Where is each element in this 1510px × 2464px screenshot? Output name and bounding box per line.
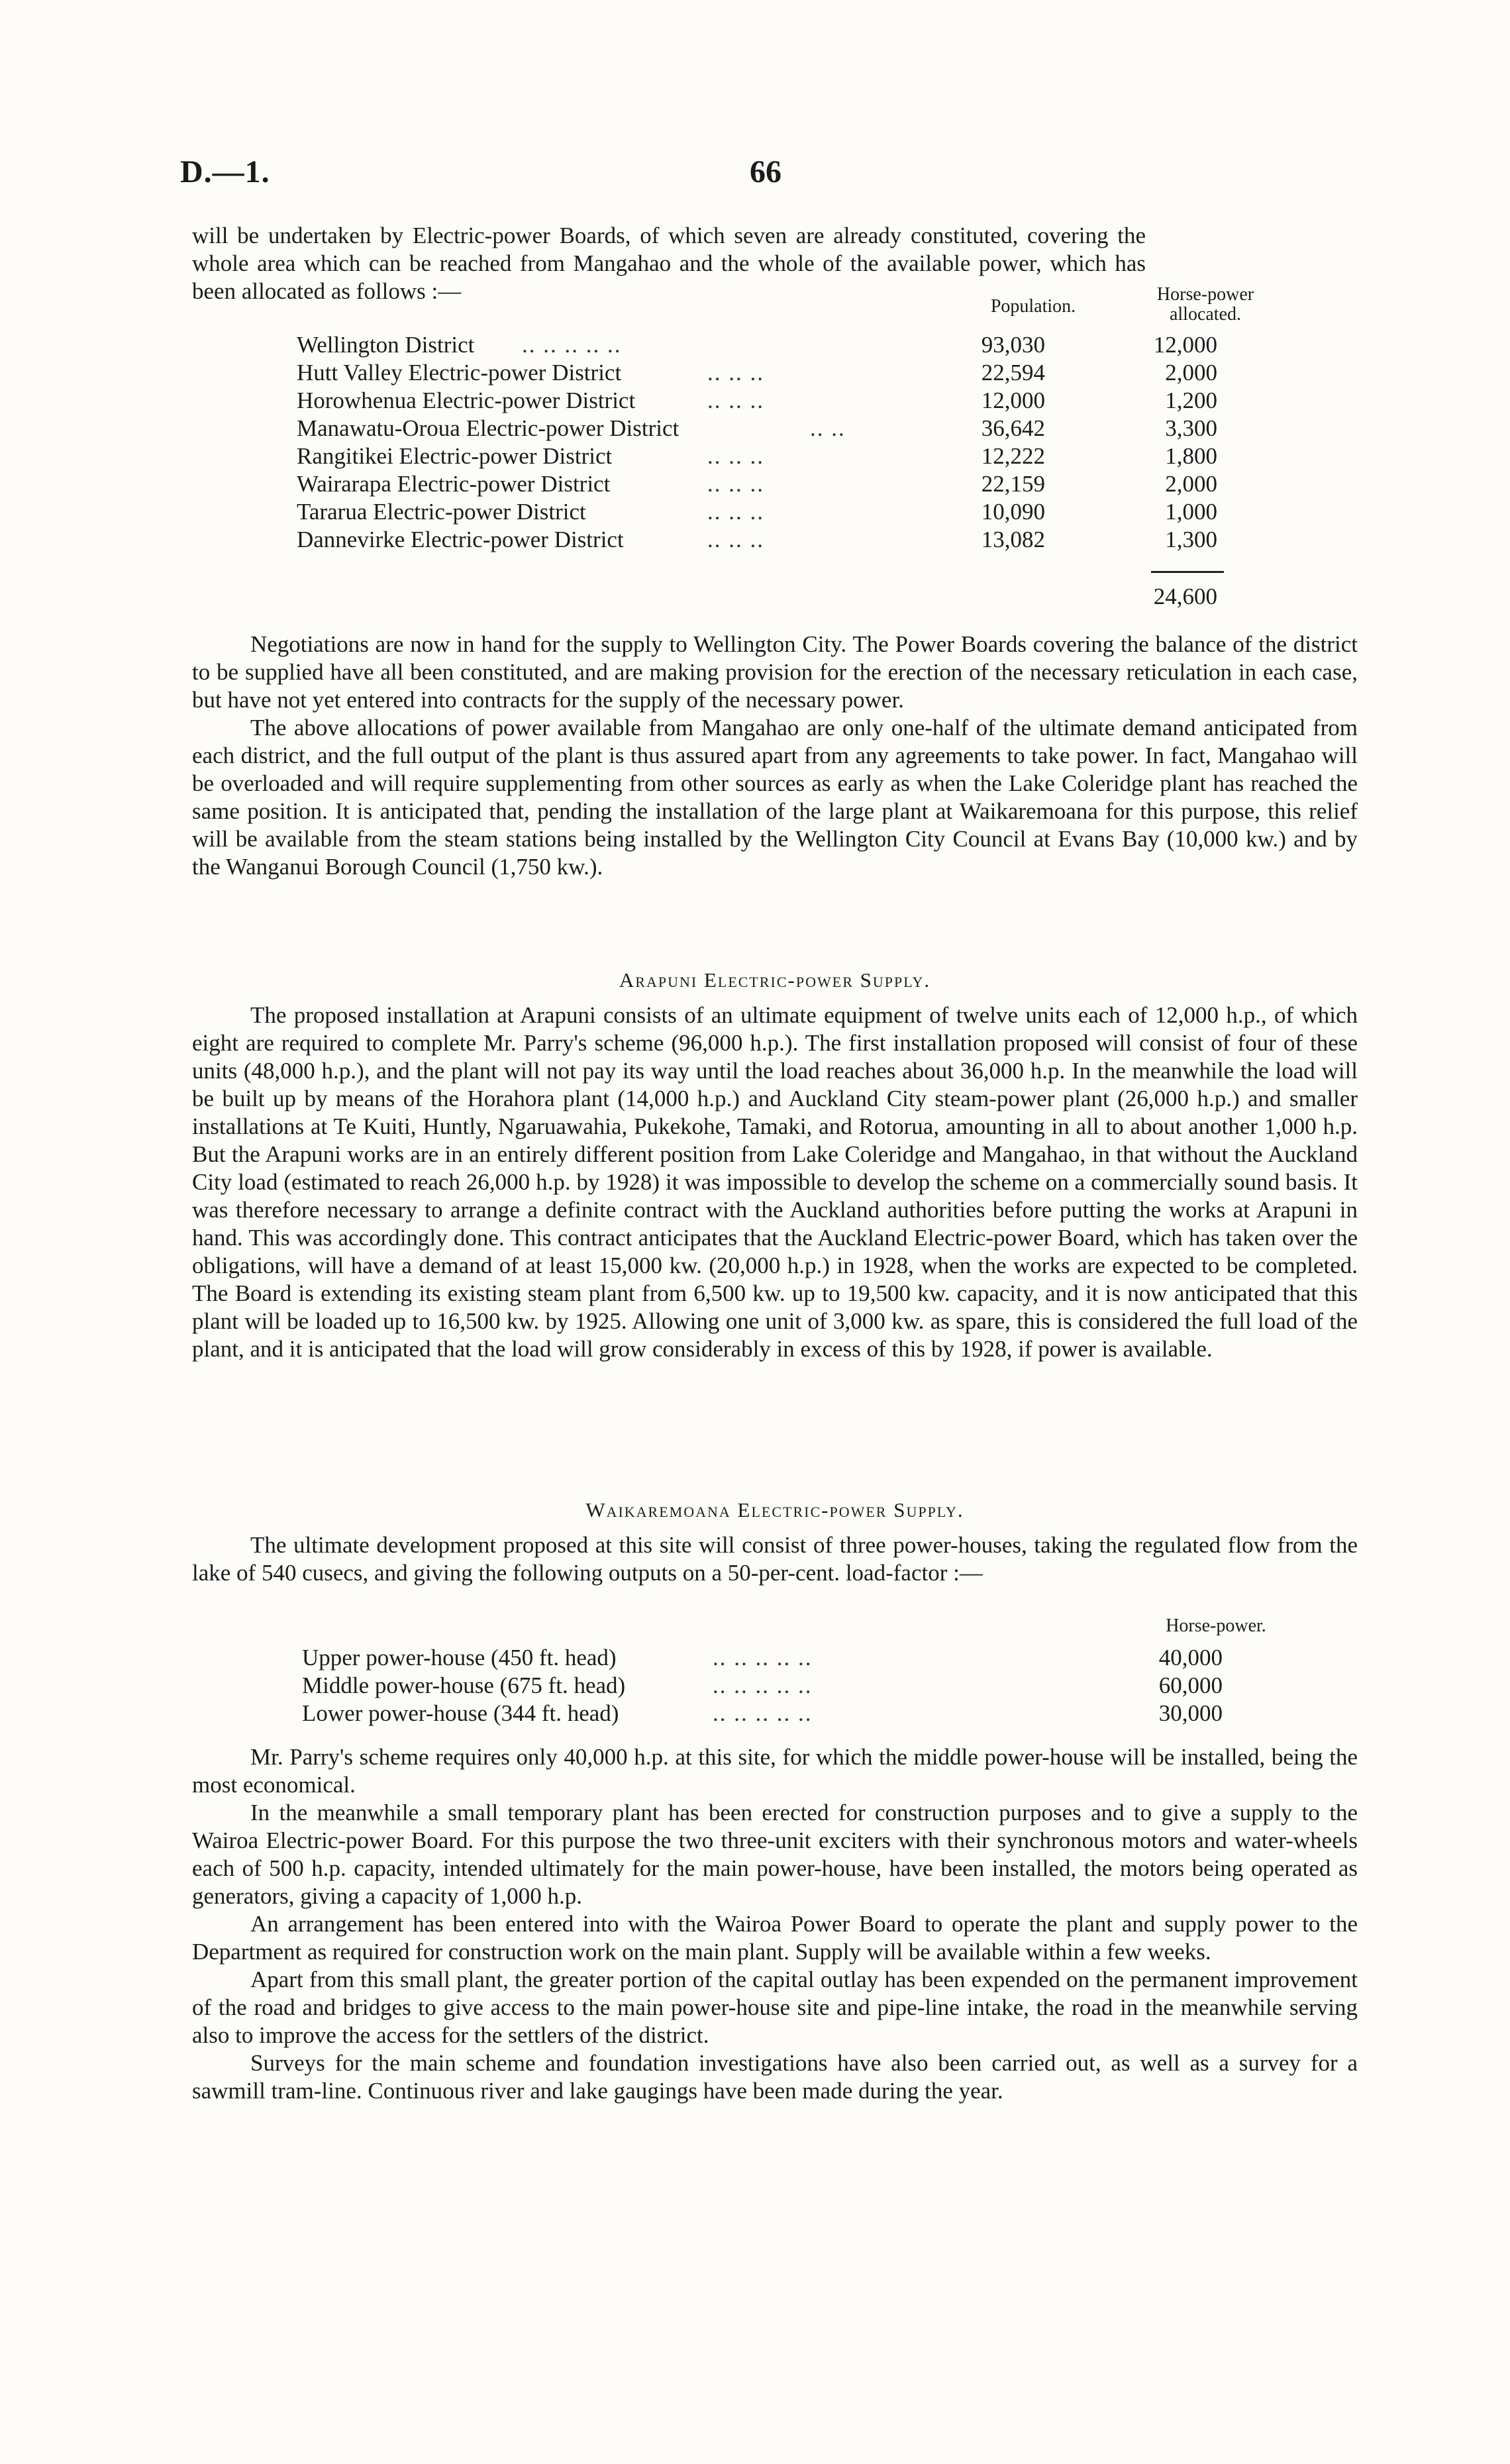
paragraph: An arrangement has been entered into with the Wairoa Power Board to operate the plant and supply power to the Department as required for construction work on the main plant. Supply will be available within a few weeks. [192,1911,1358,1965]
leader-dots: .. .. [810,415,846,441]
total-rule [1151,571,1224,573]
hp-value: 1,000 [1165,499,1217,525]
leader-dots: .. .. .. [707,471,764,497]
column-header-hp-line1: Horse-power [1156,284,1254,305]
leader-dots: .. .. .. [707,499,764,525]
district-name: Dannevirke Electric-power District [297,527,624,552]
column-header-horse-power [1132,285,1278,325]
leader-dots: .. .. .. .. .. [522,332,622,358]
population-value: 22,594 [981,360,1045,385]
table-row [297,442,1264,470]
section-heading-arapuni: Arapuni Electric-power Supply. [619,968,931,992]
district-name: Horowhenua Electric-power District [297,387,636,413]
paragraph: Negotiations are now in hand for the supply to Wellington City. The Power Boards covering the balance of the district to be supplied have all been constituted, and are making provision for the erection of the necessary reticulation in each case, but have not yet entered into contracts for the supply of the necessary power. [192,631,1358,713]
body-section-waikaremoana [192,1531,1358,1587]
allocation-table [297,285,1330,629]
column-header-horse-power: Horse-power. [1166,1616,1266,1636]
powerhouse-table [302,1616,1295,1735]
paragraph: Mr. Parry's scheme requires only 40,000 h.p. at this site, for which the middle power-house will be installed, being the most economical. [192,1744,1358,1798]
paragraph: The proposed installation at Arapuni consists of an ultimate equipment of twelve units each of 12,000 h.p., of which eight are required to complete Mr. Parry's scheme (96,000 h.p.). The first installation proposed will consist of four of these units (48,000 h.p.), and the plant will not pay its way until the load reaches about 36,000 h.p. In the meanwhile the load will be built up by means of the Horahora plant (14,000 h.p.) and Auckland City steam-power plant (26,000 h.p.) and smaller installations at Te Kuiti, Huntly, Ngaruawahia, Pukekohe, Tamaki, and Rotorua, amounting in all to about another 1,000 h.p. But the Arapuni works are in an entirely different position from Lake Coleridge and Mangahao, in that without the Auckland City load (estimated to reach 26,000 h.p. by 1928) it was impossible to develop the scheme on a commercially sound basis. It was therefore necessary to arrange a definite contract with the Auckland authorities before putting the works at Arapuni in hand. This was accordingly done. This contract anticipates that the Auckland Electric-power Board, which has taken over the obligations, will have a demand of at least 15,000 kw. (20,000 h.p.) in 1928, when the works are expected to be completed. The Board is extending its existing steam plant from 6,500 kw. up to 19,500 kw. capacity, and it is now anticipated that this plant will be loaded up to 16,500 kw. by 1925. Allowing one unit of 3,000 kw. as spare, this is considered the full load of the plant, and it is anticipated that the load will grow considerably in excess of this by 1928, if power is available. [192,1002,1358,1362]
table-row [297,331,1264,359]
population-value: 93,030 [981,332,1045,358]
paragraph: The above allocations of power available from Mangahao are only one-half of the ultimate demand anticipated from each district, and the full output of the plant is thus assured apart from any agreements to take power. In fact, Mangahao will be overloaded and will require supplementing from other sources as early as when the Lake Coleridge plant has reached the same position. It is anticipated that, pending the installation of the large plant at Waikaremoana for this purpose, this relief will be available from the steam stations being installed by the Wellington City Council at Evans Bay (10,000 kw.) and by the Wanganui Borough Council (1,750 kw.). [192,715,1358,880]
body-section-waikaremoana-2 [192,1743,1358,2105]
leader-dots: .. .. .. .. .. [713,1700,813,1726]
population-value: 12,000 [981,387,1045,413]
hp-value: 2,000 [1165,360,1217,385]
population-value: 36,642 [981,415,1045,441]
paragraph: Surveys for the main scheme and foundation investigations have also been carried out, as well as a survey for a sawmill tram-line. Continuous river and lake gaugings have been made during the year. [192,2050,1358,2104]
body-section-1 [192,631,1358,881]
section-heading-waikaremoana: Waikaremoana Electric-power Supply. [585,1498,964,1521]
powerhouse-name: Upper power-house (450 ft. head) [302,1645,617,1670]
body-section-arapuni [192,1001,1358,1363]
hp-value: 12,000 [1153,332,1217,358]
hp-value: 1,800 [1165,443,1217,469]
paragraph: The ultimate development proposed at this site will consist of three power-houses, taking the regulated flow from the lake of 540 cusecs, and giving the following outputs on a 50-per-cent. load-factor :— [192,1532,1358,1586]
column-header-population: Population. [990,296,1076,317]
district-name: Wellington District [297,332,475,358]
table-row [297,498,1264,526]
leader-dots: .. .. .. [707,527,764,552]
powerhouse-name: Middle power-house (675 ft. head) [302,1672,626,1698]
intro-text: will be undertaken by Electric-power Boards, of which seven are already constituted, covering the whole area which can be reached from Mangahao and the whole of the available power, which has been allocated as follows :— [192,223,1146,304]
district-name: Manawatu-Oroua Electric-power District [297,415,680,441]
powerhouse-name: Lower power-house (344 ft. head) [302,1700,619,1726]
hp-value: 1,300 [1165,527,1217,552]
total-hp-value: 24,600 [1153,584,1217,609]
table-row [302,1700,1269,1727]
population-value: 22,159 [981,471,1045,497]
leader-dots: .. .. .. .. .. [713,1645,813,1670]
paragraph: In the meanwhile a small temporary plant has been erected for construction purposes and to give a supply to the Wairoa Electric-power Board. For this purpose the two three-unit exciters with their synchronous motors and water-wheels each of 500 h.p. capacity, intended ultimately for the main power-house, have been installed, the motors being operated as generators, giving a capacity of 1,000 h.p. [192,1800,1358,1909]
table-row [297,470,1264,498]
population-value: 12,222 [981,443,1045,469]
table-row [297,359,1264,387]
leader-dots: .. .. .. [707,360,764,385]
population-value: 13,082 [981,527,1045,552]
district-name: Hutt Valley Electric-power District [297,360,622,385]
hp-value: 60,000 [1158,1672,1223,1698]
hp-value: 30,000 [1158,1700,1223,1726]
hp-value: 1,200 [1165,387,1217,413]
table-row [302,1644,1269,1672]
table-row [297,526,1264,554]
leader-dots: .. .. .. [707,443,764,469]
leader-dots: .. .. .. [707,387,764,413]
district-name: Tararua Electric-power District [297,499,586,525]
table-row [302,1672,1269,1700]
district-name: Wairarapa Electric-power District [297,471,611,497]
table-row [297,415,1264,442]
leader-dots: .. .. .. .. .. [713,1672,813,1698]
hp-value: 3,300 [1165,415,1217,441]
hp-value: 40,000 [1158,1645,1223,1670]
table-total-row [297,583,1264,611]
district-name: Rangitikei Electric-power District [297,443,613,469]
document-code: D.—1. [180,154,270,189]
hp-value: 2,000 [1165,471,1217,497]
column-header-hp-line2: allocated. [1169,304,1242,325]
paragraph: Apart from this small plant, the greater portion of the capital outlay has been expended on the permanent improvement of the road and bridges to give access to the main power-house site and pipe-line intake, the road in the meanwhile serving also to improve the access for the settlers of the district. [192,1967,1358,2048]
population-value: 10,090 [981,499,1045,525]
table-row [297,387,1264,415]
page-number: 66 [750,154,781,189]
